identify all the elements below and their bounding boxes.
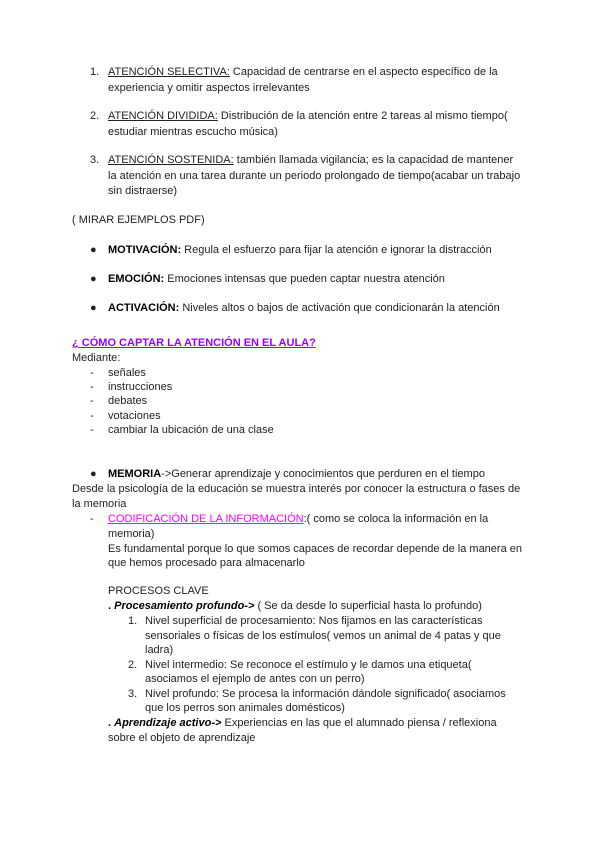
bullet-icon: ● xyxy=(90,302,97,314)
text: Distribución de la atención entre 2 tareas al mismo tiempo( xyxy=(217,110,508,122)
prefix: . xyxy=(108,717,115,729)
dash-icon: - xyxy=(90,410,94,422)
text: Regula el esfuerzo para fijar la atención e ignorar la distracción xyxy=(181,244,492,256)
prefix: . xyxy=(108,600,115,612)
list-item xyxy=(108,153,513,167)
section-heading: ¿ CÓMO CAPTAR LA ATENCIÓN EN EL AULA? xyxy=(72,337,316,349)
procesamiento-line xyxy=(108,599,482,613)
text-line: la memoria xyxy=(72,498,127,510)
text-line: asociamos el ejemplo de antes con un perro) xyxy=(145,673,365,685)
procesos-title: PROCESOS CLAVE xyxy=(108,585,209,597)
list-number: 1. xyxy=(90,66,100,78)
list-item: instrucciones xyxy=(108,381,173,393)
dash-icon: - xyxy=(90,424,94,436)
text: Emociones intensas que pueden captar nuestra atención xyxy=(164,273,445,285)
term: ATENCIÓN SOSTENIDA: xyxy=(108,154,234,166)
text: ( Se da desde lo superficial hasta lo profundo) xyxy=(254,600,482,612)
text: Niveles altos o bajos de activación que condicionarán la atención xyxy=(179,302,500,314)
text: también llamada vigilancia; es la capacidad de mantener xyxy=(233,154,514,166)
list-number: 2. xyxy=(90,110,100,122)
term: ATENCIÓN DIVIDIDA: xyxy=(108,110,218,122)
dash-icon: - xyxy=(90,381,94,393)
text-line: memoria) xyxy=(108,528,155,540)
term: Aprendizaje activo-> xyxy=(114,717,222,729)
text-line: sin distraerse) xyxy=(108,185,178,197)
term: MOTIVACIÓN: xyxy=(108,244,182,256)
list-item: Nivel profundo: Se procesa la información dándole significado( asociamos xyxy=(145,688,506,700)
dash-icon: - xyxy=(90,395,94,407)
list-item: votaciones xyxy=(108,410,161,422)
list-item xyxy=(108,243,492,257)
text-line: sensoriales o físicas de los estímulos( vemos un animal de 4 patas y que xyxy=(145,630,501,642)
list-item: debates xyxy=(108,395,148,407)
text-line: experiencia y omitir aspectos irrelevantes xyxy=(108,82,310,94)
codificacion-link[interactable]: CODIFICACIÓN DE LA INFORMACIÓN xyxy=(108,513,304,525)
dash-icon: - xyxy=(90,513,94,525)
codificacion-item xyxy=(108,512,488,526)
text-line: Es fundamental porque lo que somos capaces de recordar depende de la manera en xyxy=(108,543,522,555)
list-number: 3. xyxy=(90,154,100,166)
term: Procesamiento profundo-> xyxy=(114,600,255,612)
term: ATENCIÓN SELECTIVA: xyxy=(108,66,230,78)
note: ( MIRAR EJEMPLOS PDF) xyxy=(72,214,205,226)
bullet-icon: ● xyxy=(90,244,97,256)
list-item xyxy=(108,301,500,315)
list-item xyxy=(108,109,508,123)
aprendizaje-line xyxy=(108,716,497,730)
text-line: la atención en una tarea durante un periodo prolongado de tiempo(acabar un trabajo xyxy=(108,170,521,182)
text: :( como se coloca la información en la xyxy=(303,513,489,525)
mediante-label: Mediante: xyxy=(72,352,121,364)
text-line: Desde la psicología de la educación se muestra interés por conocer la estructura o fases de xyxy=(72,483,521,495)
bullet-icon: ● xyxy=(90,468,97,480)
term: ACTIVACIÓN: xyxy=(108,302,180,314)
bullet-icon: ● xyxy=(90,273,97,285)
list-item: cambiar la ubicación de una clase xyxy=(108,424,274,436)
list-item: Nivel superficial de procesamiento: Nos fijamos en las características xyxy=(145,615,483,627)
list-item: señales xyxy=(108,367,146,379)
term: EMOCIÓN: xyxy=(108,273,165,285)
list-item: Nivel intermedio: Se reconoce el estímulo y le damos una etiqueta( xyxy=(145,659,472,671)
text: Experiencias en las que el alumnado piensa / reflexiona xyxy=(221,717,497,729)
list-number: 1. xyxy=(128,615,138,627)
text: Capacidad de centrarse en el aspecto específico de la xyxy=(229,66,498,78)
text-line: estudiar mientras escucho música) xyxy=(108,126,278,138)
text-line: sobre el objeto de aprendizaje xyxy=(108,732,256,744)
term: MEMORIA xyxy=(108,468,162,480)
text-line: que los perros son animales domésticos) xyxy=(145,702,345,714)
text: ->Generar aprendizaje y conocimientos que perduren en el tiempo xyxy=(161,468,485,480)
list-number: 2. xyxy=(128,659,138,671)
list-number: 3. xyxy=(128,688,138,700)
list-item xyxy=(108,65,498,79)
memoria-item xyxy=(108,467,485,481)
dash-icon: - xyxy=(90,367,94,379)
text-line: que hemos procesado para almacenarlo xyxy=(108,557,305,569)
list-item xyxy=(108,272,445,286)
text-line: ladra) xyxy=(145,644,174,656)
